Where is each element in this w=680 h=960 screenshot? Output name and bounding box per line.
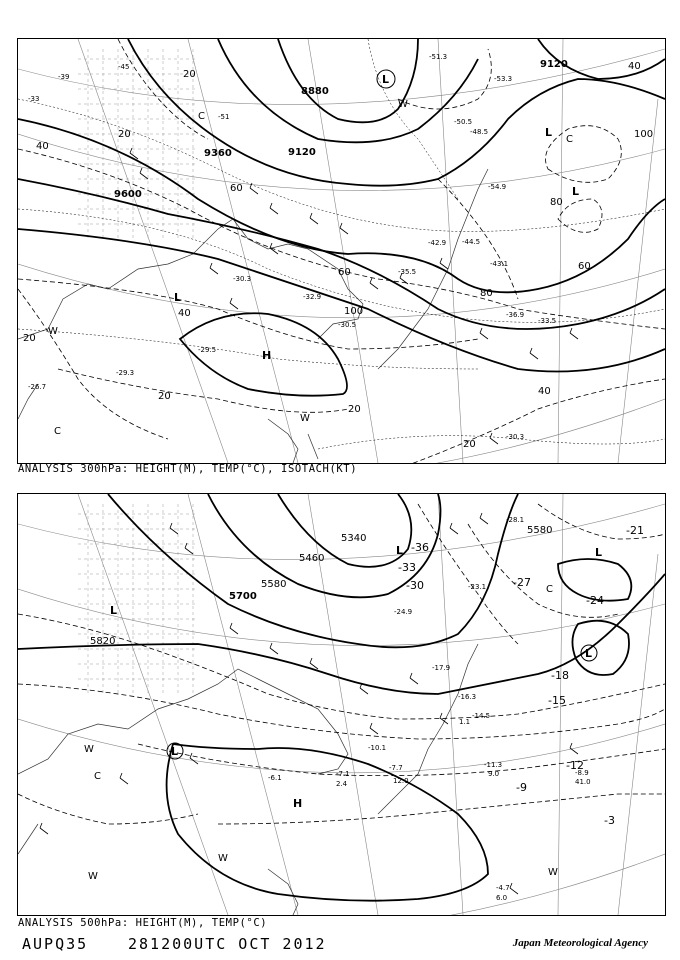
isotherm-label: -21 [626,524,644,537]
map-300hpa-canvas [18,39,665,463]
cold-marker: C [54,426,61,437]
temp-labels-300 [28,53,556,441]
panel-caption-300hpa: ANALYSIS 300hPa: HEIGHT(M), TEMP(°C), ISOTACH(KT) [18,463,358,475]
low-center-marker: L [595,546,603,559]
graticule-500 [18,494,665,915]
panel-caption-500hpa: ANALYSIS 500hPa: HEIGHT(M), TEMP(°C) [18,917,268,929]
obs-label: 9.0 [488,770,500,778]
isotherm-label: -12 [566,759,584,772]
temp-label: -51 [218,113,230,121]
temp-label: -50.5 [454,118,473,126]
agency-name: Japan Meteorological Agency [512,937,648,949]
warm-marker: W [84,744,94,755]
obs-label: -17.9 [432,664,451,672]
low-center-marker: L [396,544,404,557]
warm-marker: W [548,867,558,878]
height-label: 9120 [288,147,316,158]
wind-barbs-500 [40,513,578,894]
obs-label: -28.1 [506,516,525,524]
temp-label: -30.5 [338,321,357,329]
isotach-label: 20 [463,439,476,450]
isotach-label: 60 [578,261,591,272]
temp-label: -26.7 [28,383,47,391]
temp-label: -35.5 [398,268,417,276]
isotherm-label: -9 [516,781,527,794]
obs-label: -10.1 [368,744,387,752]
wind-barbs-300 [130,148,578,444]
isotach-label: 80 [550,197,563,208]
graticule-300 [18,39,665,463]
low-center-marker: L [572,185,580,198]
temp-label: -51.3 [429,53,448,61]
obs-labels-500 [268,516,591,902]
temp-label: -36.9 [506,311,525,319]
height-label: 9120 [540,59,568,70]
height-contours-500 [18,494,665,901]
isotachs-300 [18,39,665,463]
obs-label: -24.9 [394,608,413,616]
obs-label: -23.1 [468,583,487,591]
isotach-label: 20 [158,391,171,402]
obs-label: 12.0 [393,777,409,785]
height-label: 5460 [299,553,325,564]
high-center-marker: H [293,797,303,810]
cold-marker: C [198,111,205,122]
height-label: 5580 [527,525,553,536]
isotach-label: 40 [628,61,641,72]
temp-label: -32.9 [303,293,322,301]
height-contours-300 [18,39,665,396]
isotach-label: 100 [344,306,364,317]
warm-marker: W [88,871,98,882]
isotach-label: 20 [348,404,361,415]
hatch-area-500 [78,504,198,694]
obs-label: 41.0 [575,778,591,786]
warm-cold-markers-500 [84,584,558,882]
isotherm-label: -15 [548,694,566,707]
temp-label: -48.5 [470,128,489,136]
obs-label: -11.3 [484,761,503,769]
map-500hpa-canvas [18,494,665,915]
isotherm-label: -27 [513,576,531,589]
obs-label: -8.9 [575,769,589,777]
warm-marker: W [48,326,58,337]
height-label: 9360 [204,148,232,159]
height-label: 8880 [301,86,329,97]
low-center-marker: L [545,126,553,139]
isotach-label: 60 [338,267,351,278]
isotach-label: 80 [480,288,493,299]
isotherm-label: -24 [586,594,604,607]
height-label: 5580 [261,579,287,590]
high-center-marker: H [262,349,272,362]
obs-label: -4.7 [496,884,510,892]
low-center-marker: L [110,604,118,617]
height-label: 5700 [229,591,257,602]
obs-label: 6.0 [496,894,508,902]
obs-label: -7.1 [336,770,350,778]
height-label: 5340 [341,533,367,544]
temp-label: -42.9 [428,239,447,247]
height-label: 5820 [90,636,116,647]
isotherm-label: -18 [551,669,569,682]
map-panel-500hpa [17,493,666,916]
isotherm-label: -36 [411,541,429,554]
low-center-marker: L [171,745,179,758]
chart-id: AUPQ35 [22,935,89,953]
isotherm-label: -33 [398,561,416,574]
low-center-marker: L [174,291,182,304]
temp-label: -45 [118,63,130,71]
isotach-label: 20 [23,333,36,344]
warm-marker: W [300,413,310,424]
coastline-500 [18,644,478,915]
low-center-marker: L [382,73,390,86]
height-label: 9600 [114,189,142,200]
temp-label: -33 [28,95,40,103]
obs-label: 2.4 [336,780,348,788]
map-panel-300hpa [17,38,666,464]
isotach-label: 60 [230,183,243,194]
isotach-label: 40 [538,386,551,397]
isotach-label: 100 [634,129,654,140]
temp-label: -29.3 [116,369,135,377]
valid-time: 281200UTC OCT 2012 [128,935,327,953]
temp-label: -53.3 [494,75,513,83]
obs-label: 1.1 [459,718,471,726]
isotherm-label: -3 [604,814,615,827]
temp-label: -29.5 [198,346,217,354]
cold-marker: C [546,584,553,595]
cold-marker: C [566,134,573,145]
isotherms-300 [18,39,665,449]
isotach-label: 20 [183,69,196,80]
temp-label: -39 [58,73,70,81]
isotherm-label: -30 [406,579,424,592]
temp-label: -30.3 [233,275,252,283]
temp-label: -30.3 [506,433,525,441]
obs-label: -16.3 [458,693,477,701]
obs-label: -14.5 [472,712,491,720]
isotach-label: 20 [118,129,131,140]
warm-marker: W [398,99,408,110]
cold-marker: C [94,771,101,782]
low-center-marker: L [585,647,593,660]
warm-marker: W [218,853,228,864]
obs-label: -7.7 [389,764,403,772]
temp-label: -43.1 [490,260,509,268]
obs-label: -6.1 [268,774,282,782]
temp-label: -44.5 [462,238,481,246]
isotach-label: 40 [178,308,191,319]
temp-label: -54.9 [488,183,507,191]
temp-label: -33.5 [538,317,557,325]
isotach-label: 40 [36,141,49,152]
hatch-area-300 [78,49,198,239]
